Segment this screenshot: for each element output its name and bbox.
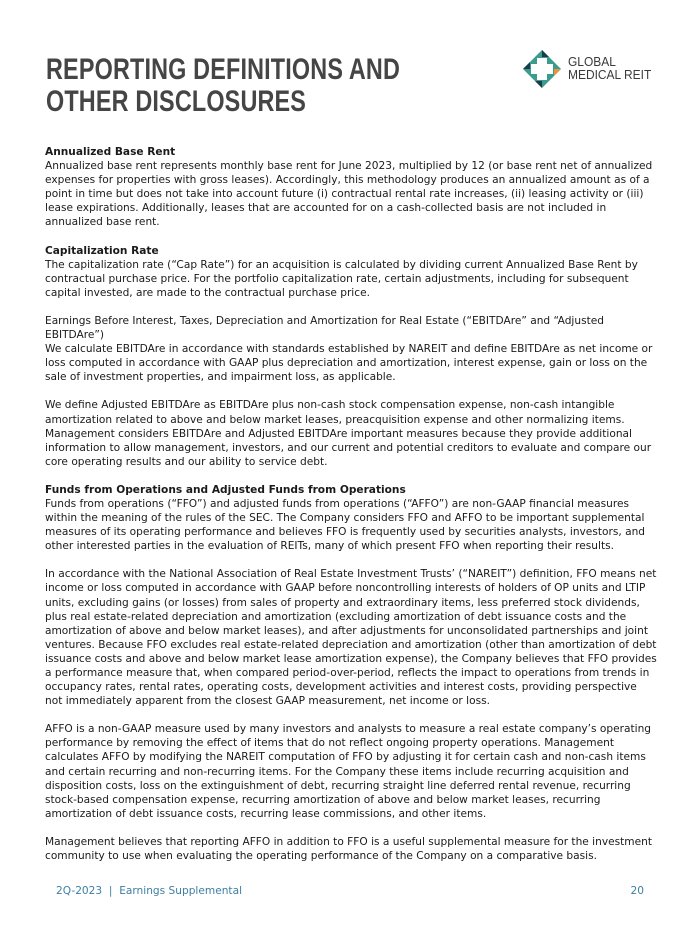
section-paragraph: AFFO is a non-GAAP measure used by many investors and analysts to measure a real estate company’s operating performance by removing the effect of items that do not reflect ongoing property operations. Management calculates AFFO by modifying the NAREIT computation of FFO by adjusting it for certain cash and non-cash items and certain recurring and non-recurring items. For the Company these items include recurring acquisition and disposition costs, loss on the extinguishment of debt, recurring straight line deferred rental revenue, recurring stock-based compensation expense, recurring amortization of above and below market leases, recurring amortization of debt issuance costs, recurring lease commissions, and other items. — [45, 723, 652, 820]
section-ebitdare — [45, 314, 657, 384]
definitions-body — [45, 145, 657, 877]
footer-report-label: 2Q-2023 | Earnings Supplemental — [56, 885, 243, 897]
section-annualized-base-rent — [45, 145, 657, 230]
section-heading: Earnings Before Interest, Taxes, Depreciation and Amortization for Real Estate (“EBITDAre” and “Adjusted EBITDAre”) — [45, 314, 604, 342]
page-number: 20 — [630, 885, 644, 897]
section-paragraph: In accordance with the National Association of Real Estate Investment Trusts’ (“NAREIT”) definition, FFO means net income or loss computed in accordance with GAAP before noncontrolling interests of holders of OP units and LTIP units, excluding gains (or losses) from sales of property and extraordinary items, less preferred stock dividends, plus real estate-related depreciation and amortization (excluding amortization of debt issuance costs and the amortization of above and below market leases), and after adjustments for unconsolidated partnerships and joint ventures. Because FFO excludes real estate-related depreciation and amortization (other than amortization of debt issuance costs and above and below market lease amortization expense), the Company believes that FFO provides a performance measure that, when compared period-over-period, reflects the impact to operations from trends in occupancy rates, rental rates, operating costs, development activities and interest costs, providing perspective not immediately apparent from the closest GAAP measurement, net income or loss. — [45, 568, 657, 708]
section-paragraph: Management believes that reporting AFFO in addition to FFO is a useful supplemental measure for the investment community to use when evaluating the operating performance of the Company on a comparative basis. — [45, 835, 652, 863]
company-logo — [522, 49, 662, 89]
section-paragraph: Funds from operations (“FFO”) and adjusted funds from operations (“AFFO”) are non-GAAP financial measures within the meaning of the rules of the SEC. The Company considers FFO and AFFO to be important supplemental measures of its operating performance and believes FFO is frequently used by securities analysts, investors, and other interested parties in the evaluation of REITs, many of which present FFO when reporting their results. — [45, 497, 646, 553]
section-ffo-affo — [45, 483, 657, 553]
page-title-line-2: OTHER DISCLOSURES — [46, 85, 307, 118]
section-heading: Annualized Base Rent — [45, 146, 176, 158]
logo-wordmark: GLOBAL MEDICAL REIT — [568, 54, 652, 82]
page-title-line-1: REPORTING DEFINITIONS AND — [46, 53, 401, 86]
section-capitalization-rate — [45, 244, 657, 300]
section-paragraph: We calculate EBITDAre in accordance with standards established by NAREIT and define EBITDAre as net income or loss computed in accordance with GAAP plus depreciation and amortization, interest expense, gain or loss on the sale of investment properties, and impairment loss, as applicable. — [45, 343, 653, 384]
section-heading: Funds from Operations and Adjusted Funds from Operations — [45, 483, 406, 496]
medical-cross-logo-icon — [522, 49, 562, 89]
page-title — [46, 54, 400, 118]
section-heading: Capitalization Rate — [45, 244, 159, 257]
section-paragraph: The capitalization rate (“Cap Rate”) for an acquisition is calculated by dividing current Annualized Base Rent by contractual purchase price. For the portfolio capitalization rate, certain adjustments, including for subsequent capital invested, are made to the contractual purchase price. — [45, 258, 638, 299]
section-paragraph: We define Adjusted EBITDAre as EBITDAre plus non-cash stock compensation expense, non-cash intangible amortization related to above and below market leases, preacquisition expense and other normalizing items. Management considers EBITDAre and Adjusted EBITDAre important measures because they provide additional information to allow management, investors, and our current and potential creditors to evaluate and compare our core operating results and our ability to service debt. — [45, 399, 652, 468]
section-paragraph: Annualized base rent represents monthly base rent for June 2023, multiplied by 12 (or base rent net of annualized expenses for properties with gross leases). Accordingly, this methodology produces an annualized amount as of a point in time but does not take into account future (i) contractual rental rate increases, (ii) leasing activity or (iii) lease expirations. Additionally, leases that are accounted for on a cash-collected basis are not included in annualized base rent. — [45, 160, 653, 229]
